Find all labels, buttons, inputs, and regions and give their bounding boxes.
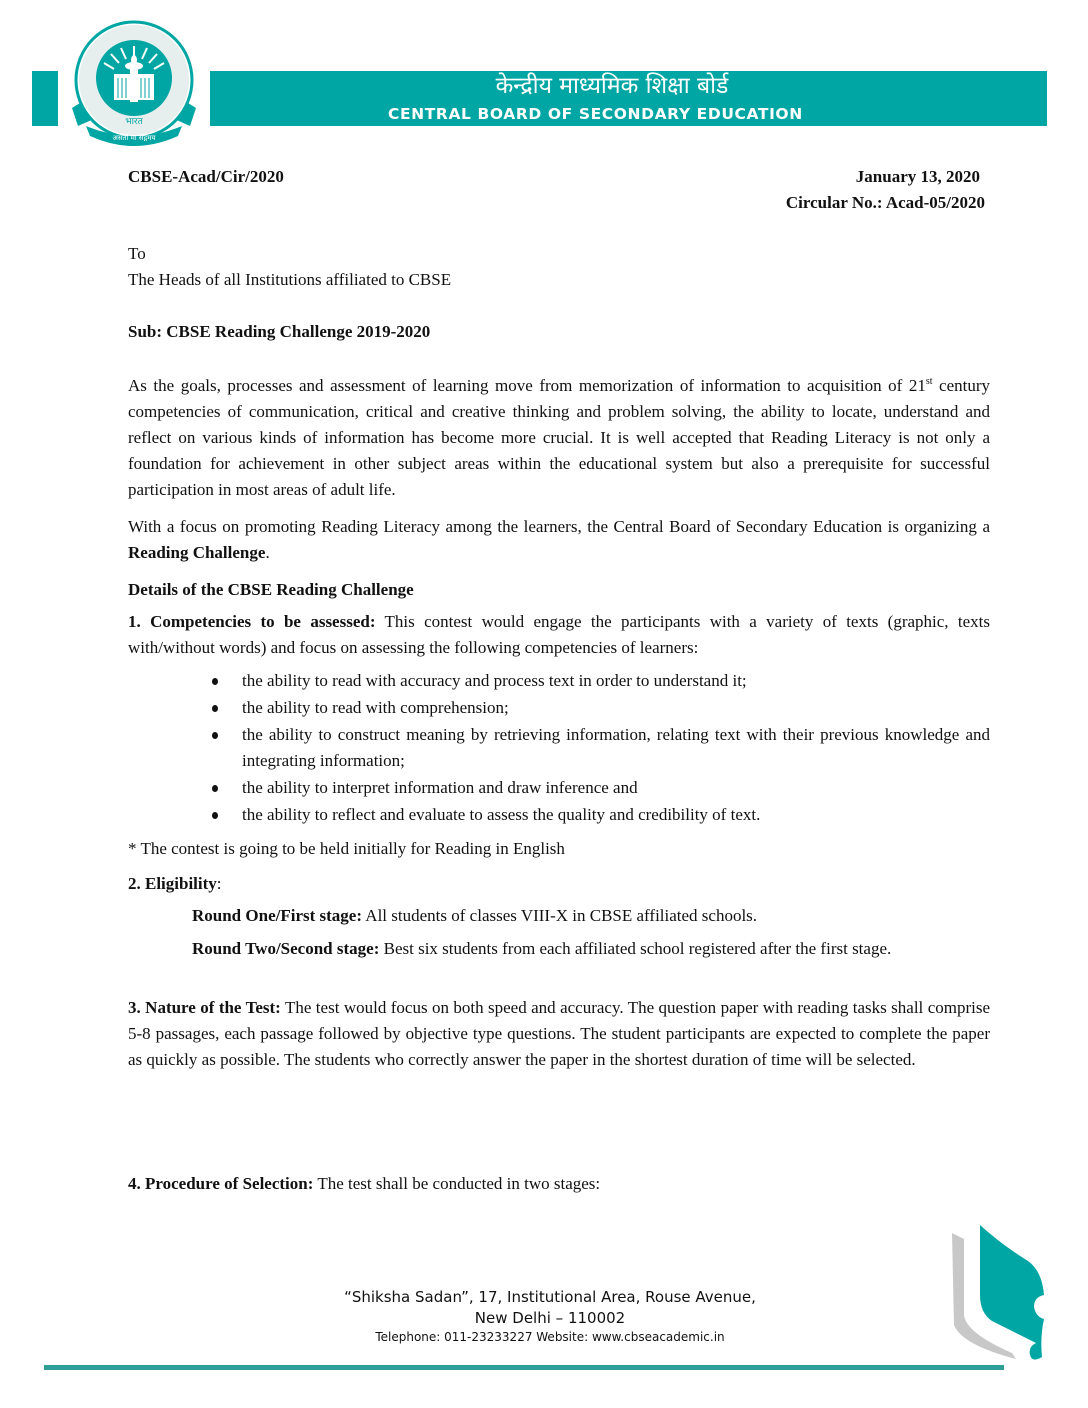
org-name-english: CENTRAL BOARD OF SECONDARY EDUCATION <box>388 105 803 123</box>
circular-reference: CBSE-Acad/Cir/2020 <box>128 167 284 186</box>
eligibility-round-one: Round One/First stage: All students of classes VIII-X in CBSE affiliated schools. <box>192 906 758 925</box>
bullet-icon <box>212 785 218 792</box>
intro-paragraph-1: As the goals, processes and assessment of learning move from memorization of information to acquisition of 21st century competencies of communication, critical and creative thinking and problem solving, the ability to locate, understand and reflect on various kinds of information has become more crucial. It is well accepted that Reading Literacy is not only a foundation for achievement in other subject areas within the educational system but also a prerequisite for successful participation in most areas of adult life. <box>128 376 990 499</box>
bullet-icon <box>212 732 218 739</box>
section-3-nature-of-test: 3. Nature of the Test: The test would focus on both speed and accuracy. The question paper with reading tasks shall comprise 5-8 passages, each passage followed by objective type questions. The student participants are expected to complete the paper as quickly as possible. The students who correctly answer the paper in the shortest duration of time will be selected. <box>128 998 991 1069</box>
svg-text:भारत: भारत <box>125 117 143 127</box>
subject-line: Sub: CBSE Reading Challenge 2019-2020 <box>128 322 431 341</box>
cbse-book-mark-icon <box>942 1225 1052 1373</box>
section-2-eligibility: 2. Eligibility: <box>128 874 222 893</box>
list-item: the ability to interpret information and draw inference and <box>128 775 990 801</box>
list-item: the ability to reflect and evaluate to assess the quality and credibility of text. <box>128 802 990 828</box>
bullet-icon <box>212 812 218 819</box>
details-heading: Details of the CBSE Reading Challenge <box>128 580 414 599</box>
address-to: To <box>128 244 146 263</box>
footer-address-line-2: New Delhi – 110002 <box>474 1309 626 1327</box>
org-name-hindi: केन्द्रीय माध्यमिक शिक्षा बोर्ड <box>495 73 729 99</box>
list-item: the ability to read with accuracy and process text in order to understand it; <box>128 668 990 694</box>
eligibility-round-two: Round Two/Second stage: Best six students from each affiliated school registered after the first stage. <box>192 939 892 958</box>
list-item: the ability to read with comprehension; <box>128 695 990 721</box>
competencies-list <box>128 668 990 829</box>
svg-text:असतो मा सद्गमय: असतो मा सद्गमय <box>112 134 156 142</box>
bullet-icon <box>212 678 218 685</box>
list-item: the ability to construct meaning by retrieving information, relating text with their previous knowledge and integrating information; <box>128 722 990 774</box>
circular-date: January 13, 2020 <box>855 167 980 186</box>
intro-paragraph-2: With a focus on promoting Reading Literacy among the learners, the Central Board of Secondary Education is organizing a Reading Challenge. <box>128 517 990 562</box>
header-accent-block <box>32 71 58 126</box>
footer-divider <box>44 1365 1004 1370</box>
cbse-emblem-icon <box>66 18 202 152</box>
bullet-icon <box>212 705 218 712</box>
address-recipient: The Heads of all Institutions affiliated to CBSE <box>128 270 452 289</box>
section-4-procedure: 4. Procedure of Selection: The test shall be conducted in two stages: <box>128 1174 601 1193</box>
footer-address-line-1: “Shiksha Sadan”, 17, Institutional Area, Rouse Avenue, <box>344 1288 756 1306</box>
circular-number: Circular No.: Acad-05/2020 <box>785 193 985 212</box>
footer-address <box>300 1287 800 1329</box>
section-1-competencies: 1. Competencies to be assessed: This contest would engage the participants with a variety of texts (graphic, texts with/without words) and focus on assessing the following competencies of learners: <box>128 612 991 657</box>
footer-contact: Telephone: 011-23233227 Website: www.cbseacademic.in <box>375 1330 725 1344</box>
contest-language-note: * The contest is going to be held initially for Reading in English <box>128 839 565 858</box>
